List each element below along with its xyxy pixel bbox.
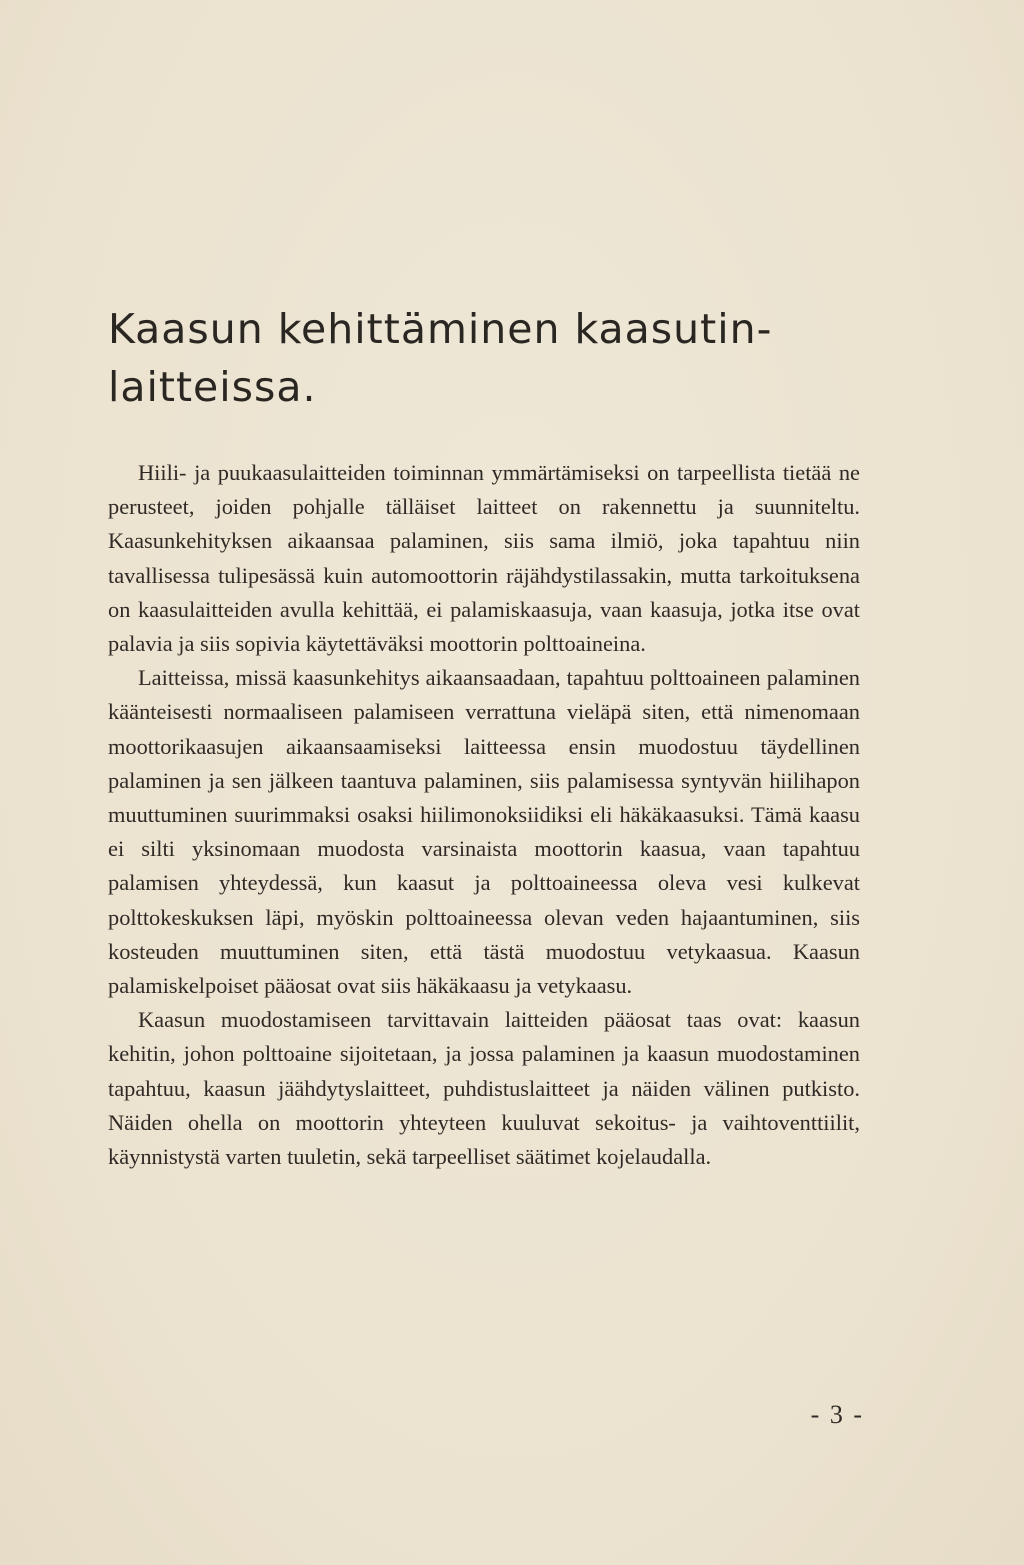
- paragraph-2: Laitteissa, missä kaasunkehitys aikaansaadaan, tapahtuu polttoaineen palaminen käänteisesti normaaliseen palamiseen verrattuna vieläpä siten, että nimenomaan moottorikaasujen aikaansaamiseksi laitteessa ensin muodostuu täydellinen palaminen ja sen jälkeen taantuva palaminen, siis palamisessa syntyvän hiilihapon muuttuminen suurimmaksi osaksi hiilimonoksiidiksi eli häkäkaasuksi. Tämä kaasu ei silti yksinomaan muodosta varsinaista moottorin kaasua, vaan tapahtuu palamisen yhteydessä, kun kaasut ja polttoaineessa oleva vesi kulkevat polttokeskuksen läpi, myöskin polttoaineessa olevan veden hajaantuminen, siis kosteuden muuttuminen siten, että tästä muodostuu vetykaasua. Kaasun palamiskelpoiset pääosat ovat siis häkäkaasu ja vetykaasu.: [108, 665, 860, 999]
- title-line-2: laitteissa.: [108, 363, 317, 411]
- title-line-1: Kaasun kehittäminen kaasutin-: [108, 305, 773, 353]
- paragraph-3: Kaasun muodostamiseen tarvittavain laitteiden pääosat taas ovat: kaasun kehitin, johon polttoaine sijoitetaan, ja jossa palaminen ja kaasun muodostaminen tapahtuu, kaasun jäähdytyslaitteet, puhdistuslaitteet ja näiden välinen putkisto. Näiden ohella on moottorin yhteyteen kuuluvat sekoitus- ja vaihtoventtiilit, käynnistystä varten tuuletin, sekä tarpeelliset säätimet kojelaudalla.: [108, 1007, 860, 1170]
- body-text: [108, 456, 860, 1174]
- page-number: - 3 -: [810, 1400, 864, 1429]
- paragraph-1: Hiili- ja puukaasulaitteiden toiminnan ymmärtämiseksi on tarpeellista tietää ne perusteet, joiden pohjalle tälläiset laitteet on rakennettu ja suunniteltu. Kaasunkehityksen aikaansaa palaminen, siis sama ilmiö, joka tapahtuu niin tavallisessa tulipesässä kuin automoottorin räjähdystilassakin, mutta tarkoituksena on kaasulaitteiden avulla kehittää, ei palamiskaasuja, vaan kaasuja, jotka itse ovat palavia ja siis sopivia käytettäväksi moottorin polttoaineina.: [108, 460, 860, 657]
- page-title: [108, 300, 908, 416]
